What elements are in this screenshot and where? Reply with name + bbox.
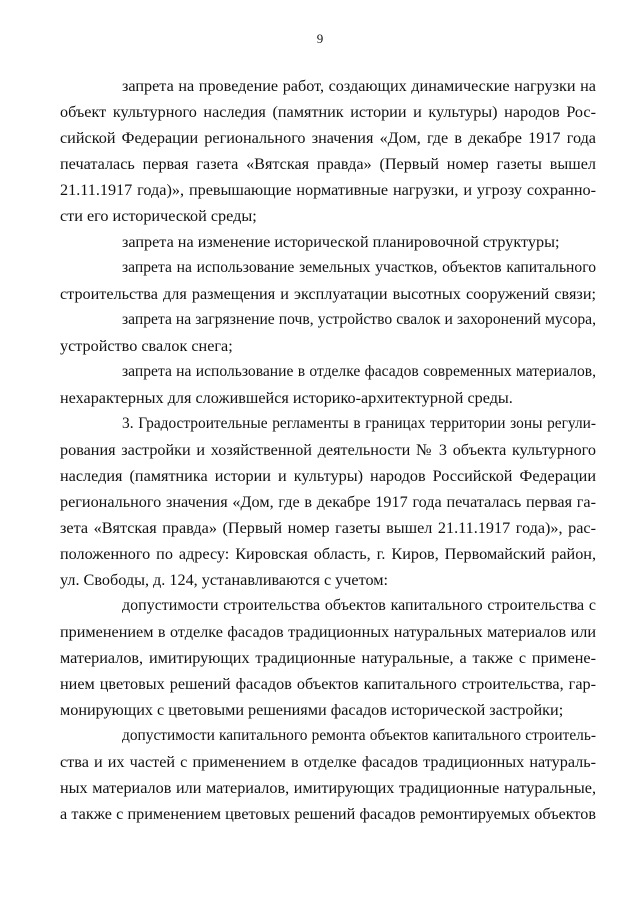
text-line: сийской Федерации регионального значения «Дом, где в декабре 1917 года [60, 129, 596, 147]
text-line: наследия (памятника истории и культуры) народов Российской Федерации [60, 467, 596, 485]
text-line: допустимости капитального ремонта объектов капитального строитель- [122, 727, 596, 744]
text-line: применением в отделке фасадов традиционных натуральных материалов или [60, 623, 596, 641]
text-line: монирующих с цветовыми решениями фасадов исторической застройки; [60, 701, 564, 719]
text-line: материалов, имитирующих традиционные натуральные, а также с примене- [60, 649, 596, 667]
text-line: ных материалов или материалов, имитирующих традиционные натуральные, [60, 779, 596, 797]
text-line: запрета на загрязнение почв, устройство свалок и захоронений мусора, [122, 311, 596, 328]
text-line: запрета на использование в отделке фасадов современных материалов, [122, 363, 596, 380]
text-line: 21.11.1917 года)», превышающие нормативные нагрузки, и угрозу сохранно- [60, 181, 596, 199]
text-line: устройство свалок снега; [60, 337, 233, 355]
text-line: допустимости строительства объектов капитального строительства с [122, 597, 596, 614]
text-line: регионального значения «Дом, где в декабре 1917 года печаталась первая га- [60, 493, 596, 511]
text-line: запрета на изменение исторической планировочной структуры; [122, 233, 560, 251]
text-line: 3. Градостроительные регламенты в границах территории зоны регули- [122, 415, 596, 432]
page-number: 9 [316, 31, 324, 46]
text-line: нием цветовых решений фасадов объектов капитального строительства, гар- [60, 675, 596, 693]
text-line: а также с применением цветовых решений фасадов ремонтируемых объектов [60, 805, 596, 823]
text-line: положенного по адресу: Кировская область, г. Киров, Первомайский район, [60, 545, 596, 563]
text-line: ства и их частей с применением в отделке фасадов традиционных натураль- [60, 753, 596, 771]
text-line: рования застройки и хозяйственной деятельности № 3 объекта культурного [60, 441, 596, 459]
text-line: строительства для размещения и эксплуатации высотных сооружений связи; [60, 285, 596, 303]
text-line: объект культурного наследия (памятник истории и культуры) народов Рос- [60, 103, 596, 121]
text-line: сти его исторической среды; [60, 207, 257, 225]
text-line: нехарактерных для сложившейся историко-архитектурной среды. [60, 389, 513, 407]
text-line: зета «Вятская правда» (Первый номер газеты вышел 21.11.1917 года)», рас- [60, 519, 596, 537]
text-line: ул. Свободы, д. 124, устанавливаются с учетом: [60, 571, 388, 589]
text-line: запрета на проведение работ, создающих динамические нагрузки на [122, 77, 596, 95]
text-line: печаталась первая газета «Вятская правда» (Первый номер газеты вышел [60, 155, 596, 173]
text-line: запрета на использование земельных участков, объектов капитального [122, 259, 596, 276]
